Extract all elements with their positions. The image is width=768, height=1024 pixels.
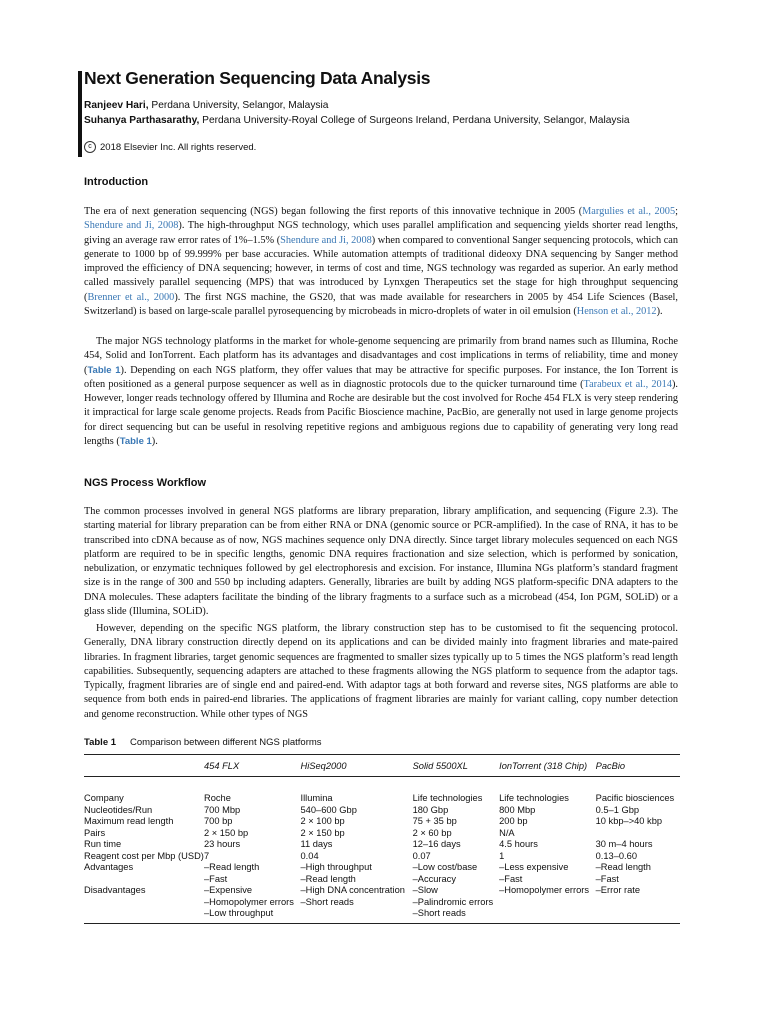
article-header <box>84 68 734 153</box>
section-heading-workflow: NGS Process Workflow <box>84 477 207 489</box>
table-row-label <box>84 908 204 923</box>
table-cell: 23 hours <box>204 839 241 849</box>
workflow-paragraph-2: However, depending on the specific NGS platform, the library construction step has to be customised to fit the sequencing protocol. Generally, DNA library construction directly depend on its applications and can be divided mainly into fragment libraries and mate-paired libraries. In fragment libraries, target genomic sequences are fragmented to smaller sizes typically up to 5 times the NGS platform’s read length capabilities. Subsequently, sequencing adapters are attached to these fragments allowing the NGS platform to sequence from the adaptor tags. Typically, fragment libraries are of single end and paired-end. With adaptor tags at both forward and reverse sites, NGS platforms are able to sequence from both ends in paired-end libraries. The applications of fragment libraries are mainly for variant calling, copy number detection and genome reconstruction. While other types of NGS <box>84 623 678 720</box>
intro-paragraph-2 <box>84 335 678 449</box>
table-row-label <box>84 874 204 886</box>
table-cell: Life technologies <box>412 793 483 803</box>
table-cell: 0.04 <box>300 850 319 861</box>
paragraph-text: ; <box>675 206 678 217</box>
table-row <box>84 874 680 886</box>
table-cell: Life technologies <box>499 793 569 803</box>
copyright-text: 2018 Elsevier Inc. All rights reserved. <box>100 141 257 153</box>
table-row-label: Disadvantages <box>84 885 146 895</box>
table-row-label: Nucleotides/Run <box>84 804 153 815</box>
author-line <box>84 98 734 113</box>
author-affiliation: Perdana University-Royal College of Surgeons Ireland, Perdana University, Selangor, Malaysia <box>199 115 630 126</box>
paragraph-text: ). <box>656 306 663 318</box>
section-heading-introduction: Introduction <box>84 176 149 188</box>
table-cell: 2 × 60 bp <box>412 827 452 838</box>
table-label: Table 1 <box>84 737 117 748</box>
table-cell: Illumina <box>300 793 333 803</box>
table-cell: –Low cost/base <box>412 862 478 872</box>
table-cell: –Short reads <box>300 896 354 907</box>
table-cell: –Homopolymer errors <box>499 885 590 895</box>
table-cell: –Expensive <box>204 885 253 895</box>
table-cell: –Read length <box>300 873 356 884</box>
copyright-line <box>84 141 734 153</box>
table-cell: –Slow <box>412 885 438 895</box>
table-cell: –Fast <box>499 873 523 884</box>
citation-link[interactable]: Brenner et al., 2000 <box>87 291 175 303</box>
table-row-label: Company <box>84 793 124 803</box>
table-header-cell: Solid 5500XL <box>413 755 500 777</box>
paragraph-text: ). Depending on each NGS platform, they offer values that may be attractive for specific purposes. For instance, the Ion Torrent is often positioned as a general purpose sequencer as well as in diagnostic protocols due to the quicker turnaround time ( <box>84 364 679 390</box>
paragraph-text: ) when compared to conventional Sanger sequencing protocols, which can generate to 1000 bp of 99.999% per base accuracies. While automation attempts of traditional dideoxy DNA sequencing by Sanger method improved the efficiency of DNA sequencing; however, in terms of cost and time, NGS technology was regarded as superior. An early method called massively parallel sequencing (MPS) that was introduced by Lynxgen Therapeutics set the stage for high throughput sequencing ( <box>84 234 679 303</box>
table-cell: 2 × 150 bp <box>300 827 345 838</box>
table-header-row <box>84 755 680 777</box>
table-row-label: Pairs <box>84 827 106 838</box>
table-reference-link[interactable]: Table 1 <box>87 364 121 376</box>
author-affiliation: Perdana University, Selangor, Malaysia <box>148 100 329 111</box>
table-cell: N/A <box>499 827 515 838</box>
table-cell: 7 <box>204 850 210 861</box>
table-row <box>84 851 680 863</box>
table-cell: –Accuracy <box>412 873 456 884</box>
paragraph-text: ). The first NGS machine, the GS20, that was made available for researchers in 2005 by 454 Life Sciences (Basel, Switzerland) is based on large-scale parallel pyrosequencing by microbeads in micro-droplets of water in oil emulsion ( <box>84 291 678 318</box>
table-header-cell: HiSeq2000 <box>301 755 413 777</box>
table-cell <box>499 908 596 923</box>
paragraph-text: ). However, longer reads technology offered by Illumina and Roche are desirable but the cost involved for Roche 454 FLX is very steep rendering it impractical for large scale genome projects. Reads from Pacific Bioscience machine, PacBio, are generally not used in large genome projects for direct sequencing but can be useful in resolving repetitive regions and ambiguous regions due to capability of generating very long read lengths ( <box>84 378 678 448</box>
table-caption-text: Comparison between different NGS platforms <box>130 737 322 748</box>
citation-link[interactable]: Tarabeux et al., 2014 <box>583 378 672 390</box>
table-header-cell: 454 FLX <box>204 755 301 777</box>
table-cell: –Palindromic errors <box>412 896 494 907</box>
workflow-paragraph-1: The common processes involved in general NGS platforms are library preparation, library amplification, and sequencing (Figure 2.3). The starting material for library preparation can be from either RNA or DNA (genomic source or PCR-amplified). In the case of RNA, it has to be transcribed into cDNA because as of now, NGS machines sequence only DNA directly. Since target library molecules sequenced on each NGS platform are required to be in specific lengths, genomic DNA requires fractionation and size selection, which is performed by sonication, nebulization, or enzymatic techniques followed by gel electrophoresis and excision. For instance, Illumina NGs platform’s standard fragment size is in the range of 300 and 550 bp including adapters. Generally, libraries are built by adding NGS platform-specific DNA adapters to the DNA molecules. These adapters facilitate the binding of the library fragments to a surface such as a microbead (454, Ion PGM, SOLiD) or a glass slide (Illumina, SOLiD). <box>84 506 678 618</box>
table-cell: –Error rate <box>595 885 641 895</box>
author-name: Ranjeev Hari, <box>84 100 149 111</box>
table-cell: 12–16 days <box>412 839 461 849</box>
table-row <box>84 793 680 805</box>
table-cell <box>499 897 596 909</box>
table-row <box>84 816 680 828</box>
table-cell: 700 bp <box>204 816 233 826</box>
citation-link[interactable]: Margulies et al., 2005 <box>582 206 676 217</box>
table-reference-link[interactable]: Table 1 <box>119 436 152 448</box>
table-cell: –Read length <box>204 862 260 872</box>
table-row <box>84 885 680 897</box>
table-cell: 11 days <box>300 839 333 849</box>
table-cell: Pacific biosciences <box>595 793 675 803</box>
table-cell: 800 Mbp <box>499 804 536 815</box>
table-cell: 75 + 35 bp <box>412 816 457 826</box>
table-row <box>84 828 680 840</box>
citation-link[interactable]: Henson et al., 2012 <box>576 306 657 318</box>
table-cell: –Less expensive <box>499 862 569 872</box>
table-cell: 2 × 100 bp <box>300 816 345 826</box>
table-caption <box>84 737 322 748</box>
table-header-cell: PacBio <box>596 755 680 777</box>
intro-paragraph-1 <box>84 205 678 319</box>
table-row-label: Run time <box>84 839 122 849</box>
table-cell <box>596 828 680 840</box>
table-header-cell <box>84 755 204 777</box>
table-cell: –Short reads <box>413 908 500 923</box>
paragraph-text: ). <box>151 436 158 448</box>
table-row <box>84 862 680 874</box>
table-cell: 4.5 hours <box>499 839 538 849</box>
table-cell: –Low throughput <box>204 908 301 923</box>
table-cell <box>596 908 680 923</box>
author-name: Suhanya Parthasarathy, <box>84 115 200 126</box>
table-cell: –Read length <box>595 862 651 872</box>
table-cell: Roche <box>204 793 231 803</box>
paragraph-text: ). The high-throughput NGS technology, which uses parallel amplification and sequencing yields shorter read lengths, giving an average raw error rates of 1%–1.5% ( <box>84 220 678 246</box>
table-row <box>84 908 680 923</box>
table-row-label: Maximum read length <box>84 816 174 826</box>
paragraph-text: The era of next generation sequencing (NGS) began following the first reports of this innovative technique in 2005 ( <box>84 206 583 217</box>
paragraph-text: The major NGS technology platforms in the market for whole-genome sequencing are primarily from brand names such as Illumina, Roche 454, Solid and IonTorrent. Each platform has its advantages and disadvantages and cost implications in terms of reliability, time and money ( <box>84 336 678 376</box>
citation-link[interactable]: Shendure and Ji, 2008 <box>280 234 372 246</box>
table-cell: 1 <box>499 850 505 861</box>
article-title: Next Generation Sequencing Data Analysis <box>84 68 431 88</box>
citation-link[interactable]: Shendure and Ji, 2008 <box>84 220 179 232</box>
table-cell: –Fast <box>204 873 228 884</box>
table-cell <box>301 908 413 923</box>
copyright-icon: c <box>84 141 96 153</box>
table-cell: –Fast <box>595 873 619 884</box>
table-cell: 0.5–1 Gbp <box>595 804 640 815</box>
table-cell: –Homopolymer errors <box>204 896 294 907</box>
table-cell: –High throughput <box>300 862 372 872</box>
table-cell: 200 bp <box>499 816 528 826</box>
table-cell <box>596 897 680 909</box>
table-row <box>84 897 680 909</box>
table-cell: 0.13–0.60 <box>595 850 637 861</box>
table-row <box>84 805 680 817</box>
table-row-label: Advantages <box>84 862 134 872</box>
table-cell: 2 × 150 bp <box>204 827 249 838</box>
header-rule <box>78 71 82 157</box>
table-cell: 0.07 <box>412 850 431 861</box>
table-row-label <box>84 897 204 909</box>
author-line <box>84 113 734 128</box>
comparison-table <box>84 754 680 924</box>
table-row <box>84 839 680 851</box>
table-header-cell: IonTorrent (318 Chip) <box>499 755 596 777</box>
table-cell: 540–600 Gbp <box>300 804 357 815</box>
table-row-label: Reagent cost per Mbp (USD) <box>84 850 204 861</box>
table-cell: 180 Gbp <box>412 804 449 815</box>
table-cell: 10 kbp–>40 kbp <box>595 816 663 826</box>
table-cell: 30 m–4 hours <box>595 839 653 849</box>
table-cell: 700 Mbp <box>204 804 241 815</box>
table-cell: –High DNA concentration <box>300 885 405 895</box>
